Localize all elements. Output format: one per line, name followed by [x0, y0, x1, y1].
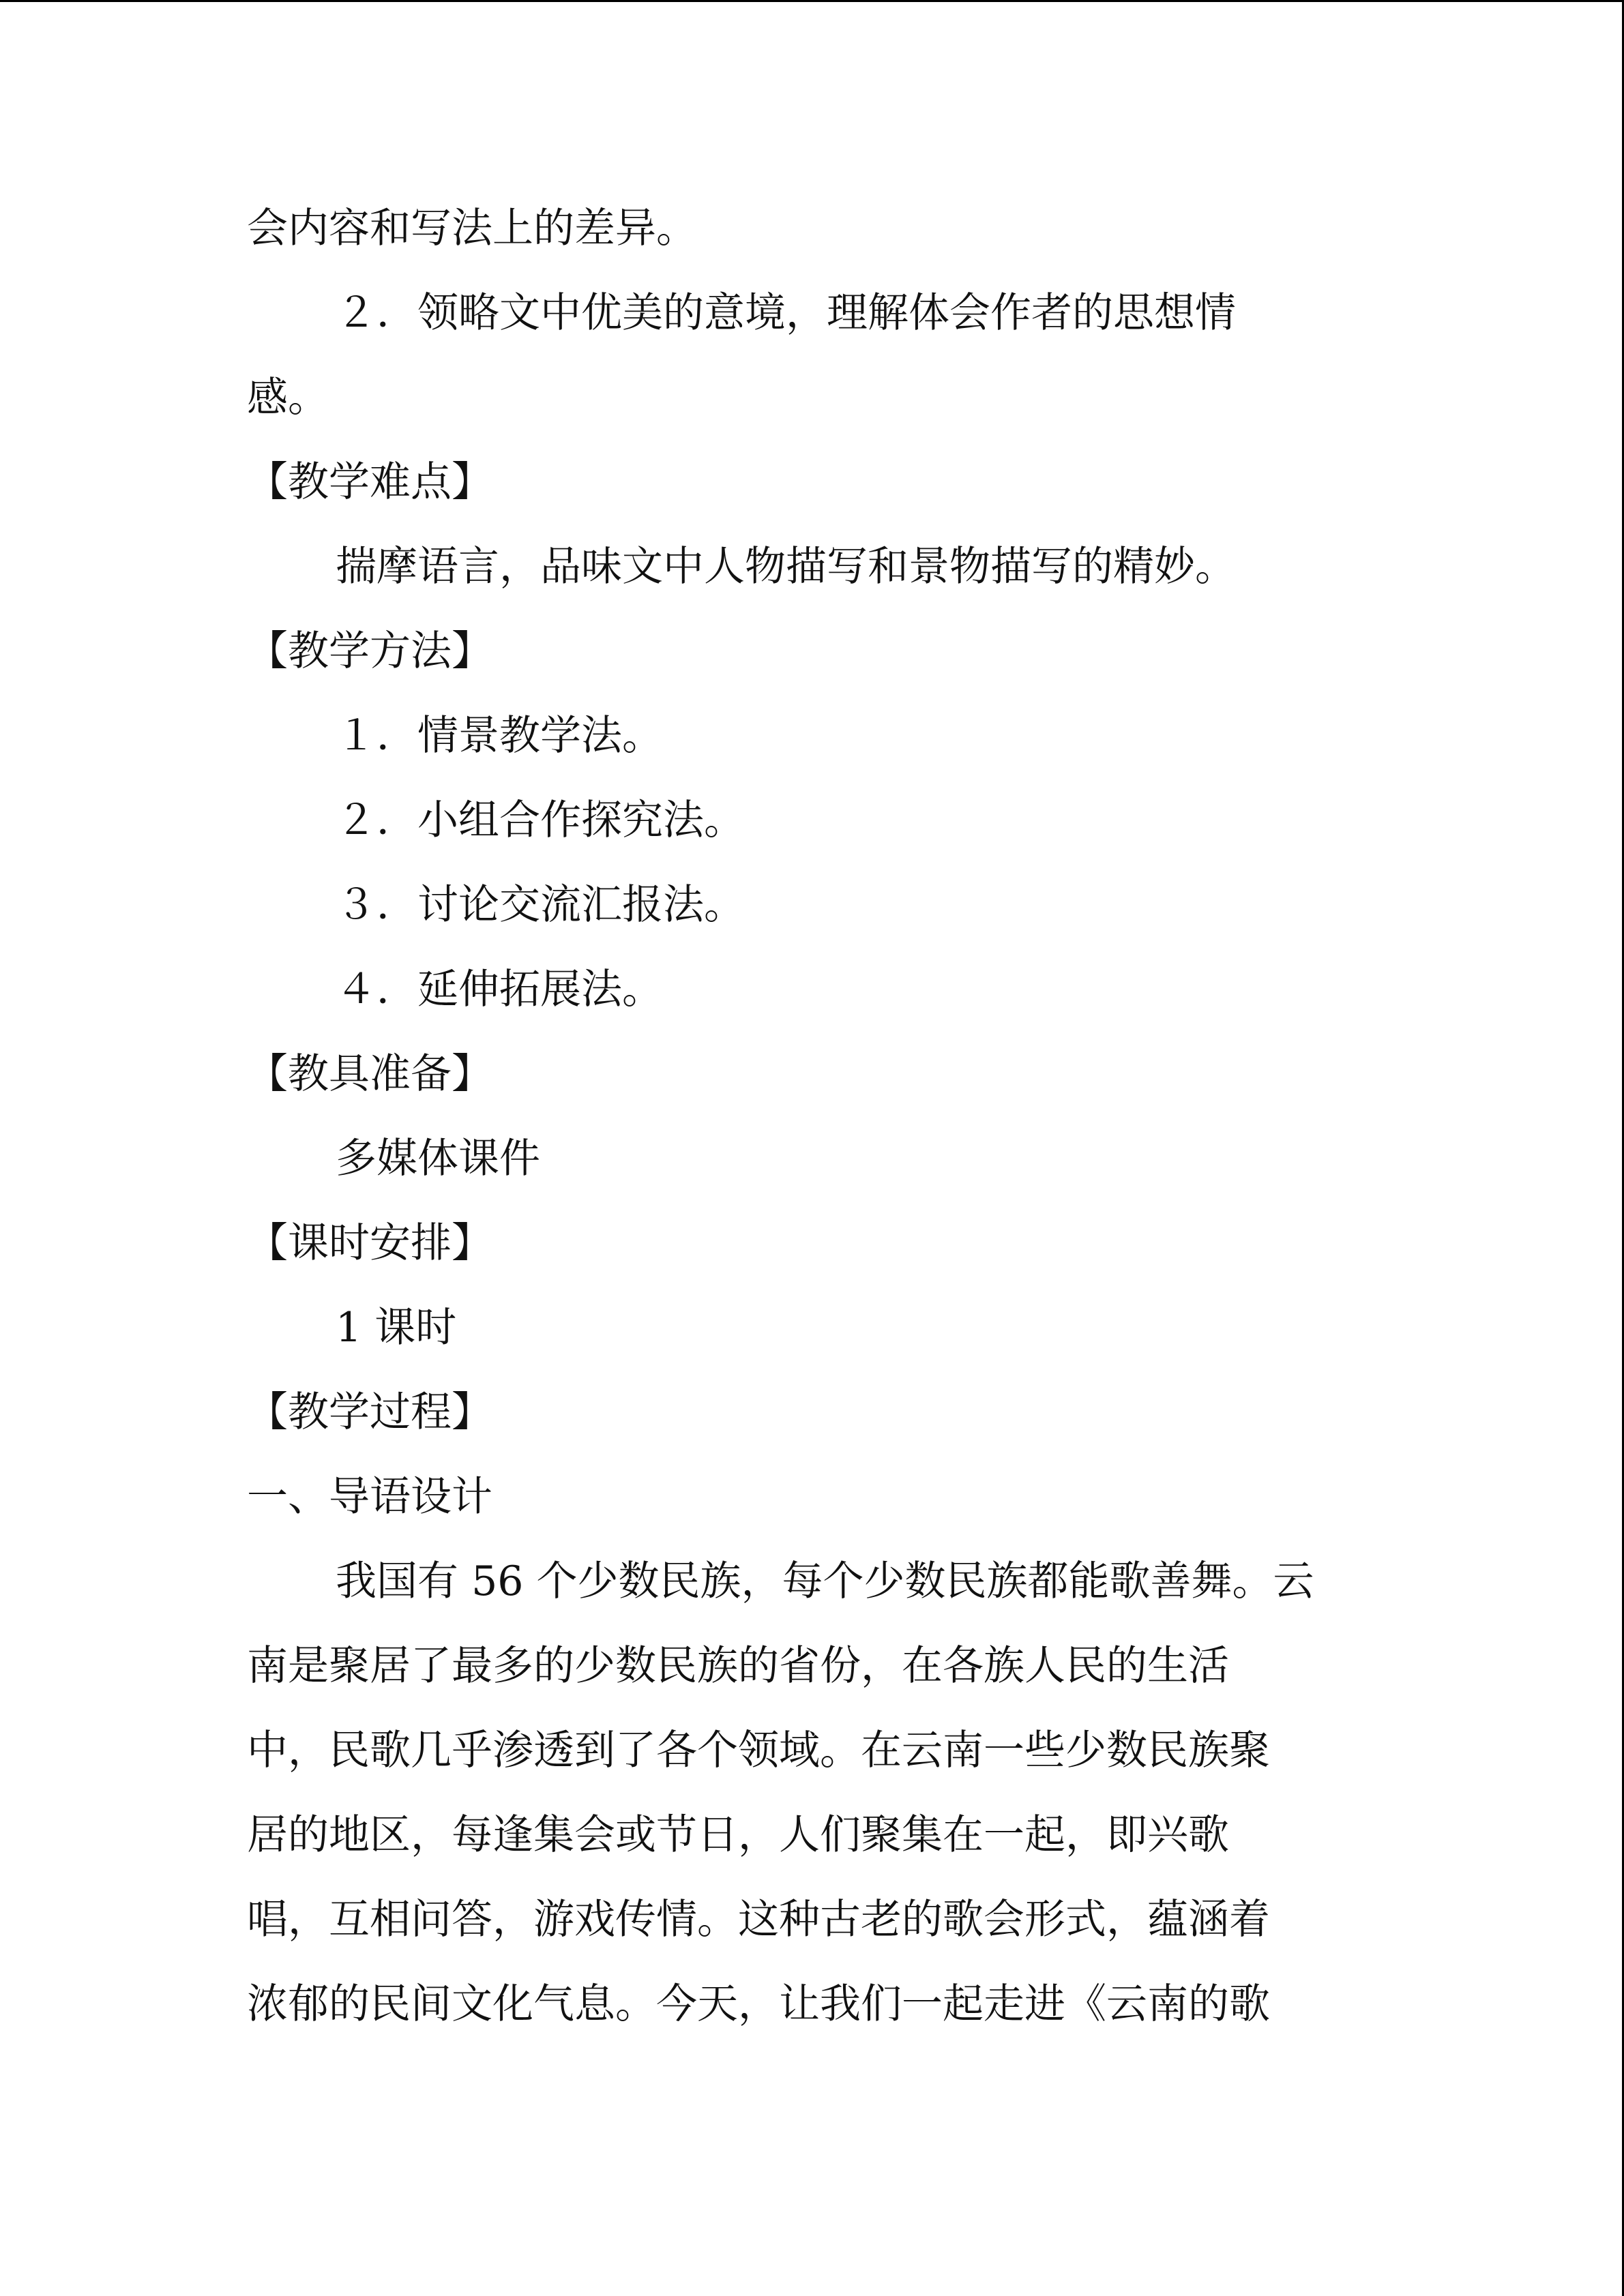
method-item: ４．延伸拓展法。 [336, 966, 663, 1013]
page-top-border [0, 0, 1624, 2]
text-line: 会内容和写法上的差异。 [247, 205, 697, 252]
section-heading-materials: 【教具准备】 [247, 1050, 492, 1098]
text-line: 南是聚居了最多的少数民族的省份，在各族人民的生活 [247, 1642, 1229, 1690]
section-heading-process: 【教学过程】 [247, 1388, 492, 1436]
method-item: ２．小组合作探究法。 [336, 796, 745, 844]
text-line: 揣摩语言，品味文中人物描写和景物描写的精妙。 [336, 543, 1236, 591]
subsection-heading: 一、导语设计 [247, 1473, 492, 1521]
section-heading-methods: 【教学方法】 [247, 627, 492, 675]
section-heading-difficulty: 【教学难点】 [247, 458, 492, 506]
text-line: 多媒体课件 [336, 1135, 540, 1182]
method-item: ３．讨论交流汇报法。 [336, 881, 745, 929]
text-line: 居的地区，每逢集会或节日，人们聚集在一起，即兴歌 [247, 1811, 1229, 1859]
method-item: １．情景教学法。 [336, 712, 663, 760]
objective-item: ２．领略文中优美的意境，理解体会作者的思想情 [336, 289, 1236, 337]
text-line: 感。 [247, 374, 329, 421]
text-line: 唱，互相问答，游戏传情。这种古老的歌会形式，蕴涵着 [247, 1896, 1270, 1943]
text-line: 1 课时 [336, 1304, 457, 1352]
text-line: 浓郁的民间文化气息。今天，让我们一起走进《云南的歌 [247, 1980, 1270, 2028]
section-heading-schedule: 【课时安排】 [247, 1219, 492, 1267]
text-line: 我国有 56 个少数民族，每个少数民族都能歌善舞。云 [336, 1557, 1314, 1605]
text-line: 中，民歌几乎渗透到了各个领域。在云南一些少数民族聚 [247, 1727, 1270, 1774]
